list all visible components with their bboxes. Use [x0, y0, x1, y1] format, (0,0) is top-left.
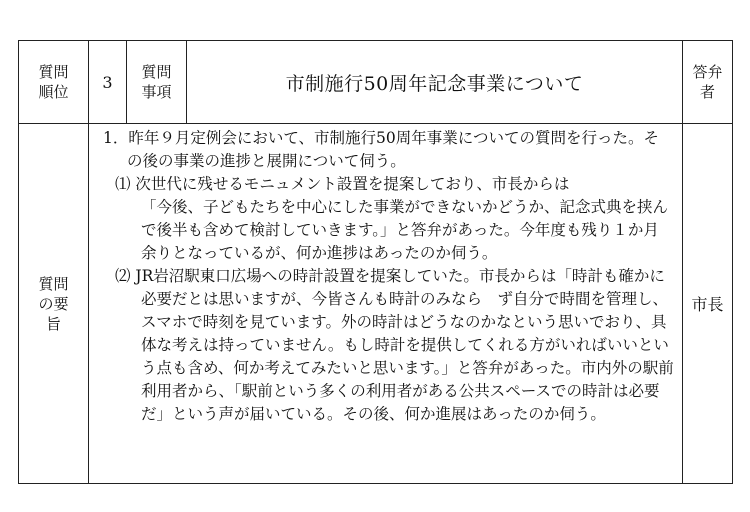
gist-subitem-2: ⑵ JR岩沼駅東口広場への時計設置を提案していた。市長からは「時計も確かに必要だとは思いますが、今皆さんも時計のみなら ず自分で時間を管理し、スマホで時刻を見ています。外の時計はどうなのかなという思いでおり、具体な考えは持っていません。もし時計を提供してくれる方がいればいいという点も含め、何か考えてみたいと思います。」と答弁があった。市内外の駅前利用者から、「駅前という多くの利用者がある公共スペースでの時計は必要だ」という声が届いている。その後、何か進展はあったのか伺う。 — [115, 267, 674, 423]
question-topic-title: 市制施行50周年記念事業について — [187, 41, 683, 124]
respondent-value: 市長 — [683, 124, 733, 484]
label-line: 者 — [699, 83, 715, 101]
question-order-label — [19, 41, 89, 124]
label-line: 質問 — [141, 63, 172, 81]
label-line: 質問 — [38, 63, 69, 81]
question-table — [18, 40, 733, 484]
label-line: 順位 — [38, 83, 69, 101]
question-gist-content — [89, 124, 683, 484]
question-gist-label — [19, 124, 89, 484]
gist-item-1: 1．昨年９月定例会において、市制施行50周年事業についての質問を行った。その後の事業の進捗と展開について伺う。 — [103, 129, 659, 170]
gist-subitem-1: ⑴ 次世代に残せるモニュメント設置を提案しており、市長からは — [115, 175, 570, 193]
question-topic-label — [127, 41, 187, 124]
label-line: 旨 — [45, 314, 61, 333]
label-line: 事項 — [141, 83, 172, 101]
respondent-label — [683, 41, 733, 124]
label-line: 質問 — [38, 274, 69, 293]
header-row — [19, 41, 733, 124]
label-line: 答弁 — [692, 63, 723, 81]
label-line: の要 — [38, 294, 69, 313]
body-row — [19, 124, 733, 484]
question-order-value: 3 — [89, 41, 127, 124]
gist-subitem-1-continuation: 「今後、子どもたちを中心にした事業ができないかどうか、記念式典を挟んで後半も含めて検討していきます。」と答弁があった。今年度も残り１か月余りとなっているが、何か進捗はあったのか伺う。 — [141, 198, 669, 262]
